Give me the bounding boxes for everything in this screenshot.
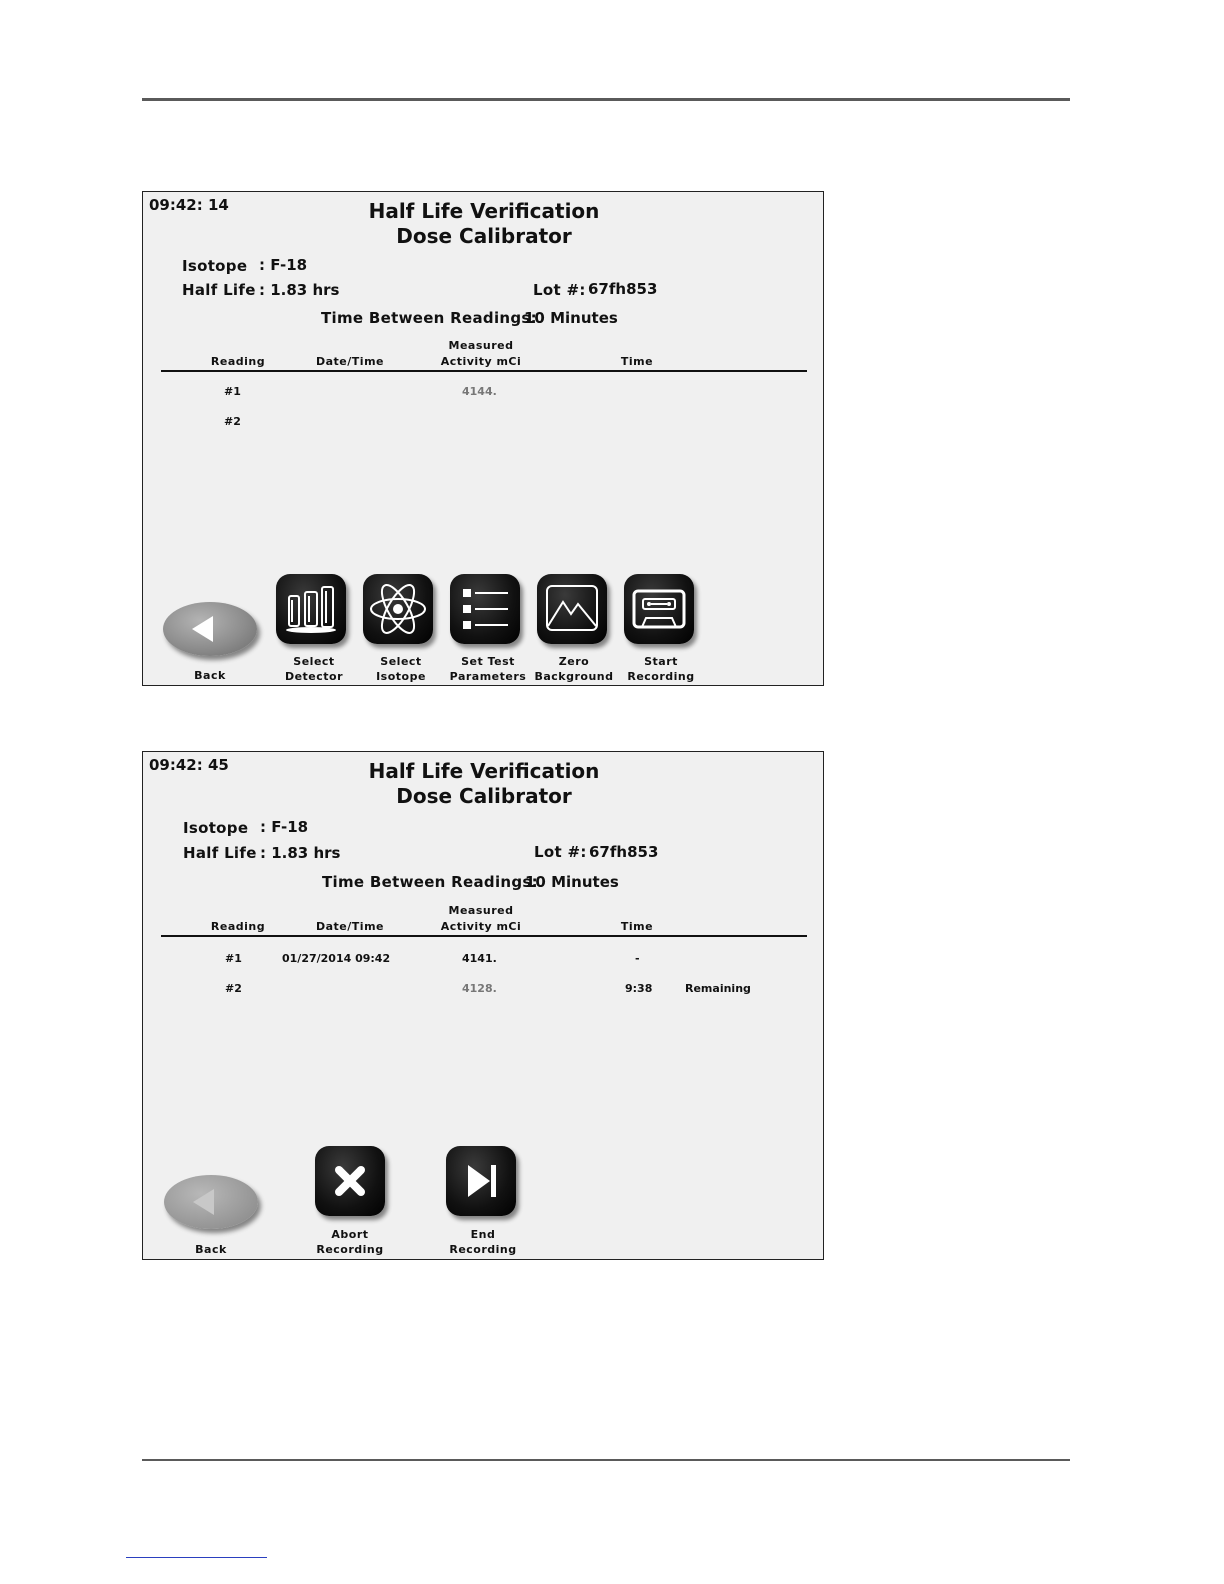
col-header-datetime: Date/Time [316, 355, 384, 368]
lot-value: 67fh853 [588, 280, 658, 298]
back-button[interactable] [164, 1175, 258, 1229]
row-2-time: 9:38 [625, 982, 653, 995]
atom-icon [363, 574, 433, 644]
row-1-time: - [635, 952, 640, 965]
select-detector-label: Select Detector [284, 655, 344, 683]
row-1-activity: 4141. [462, 952, 497, 965]
abort-recording-label: Abort Recording [316, 1228, 384, 1256]
back-label: Back [195, 1243, 227, 1256]
set-test-parameters-label: Set Test Parameters [449, 655, 527, 683]
end-recording-label: End Recording [449, 1228, 517, 1256]
col-header-datetime: Date/Time [316, 920, 384, 933]
page-title: Half Life Verification [368, 199, 600, 223]
col-header-activity: Activity mCi [440, 920, 522, 933]
time-between-value: 10 Minutes [525, 873, 619, 891]
time-between-value: 10 Minutes [524, 309, 618, 327]
select-isotope-button[interactable] [363, 574, 433, 644]
isotope-label: Isotope [183, 819, 249, 837]
detector-tubes-icon [276, 574, 346, 644]
screen-recording [142, 751, 824, 1260]
clock: 09:42: 14 [149, 196, 229, 214]
back-button[interactable] [163, 602, 257, 656]
row-2-remaining-note: Remaining [685, 982, 751, 995]
select-isotope-label: Select Isotope [376, 655, 426, 683]
select-detector-button[interactable] [276, 574, 346, 644]
col-header-time: Time [620, 355, 654, 368]
clock: 09:42: 45 [149, 756, 229, 774]
half-life-label: Half Life [182, 281, 256, 299]
footer-rule [142, 1459, 1070, 1461]
isotope-value: : F-18 [259, 256, 308, 274]
row-1-reading: #1 [224, 385, 241, 398]
page-subtitle: Dose Calibrator [396, 224, 572, 248]
skip-to-end-icon [446, 1146, 516, 1216]
screen-setup [142, 191, 824, 686]
checklist-icon [450, 574, 520, 644]
zero-background-label: Zero Background [534, 655, 614, 683]
time-between-label: Time Between Readings: [322, 873, 538, 891]
row-1-reading: #1 [225, 952, 242, 965]
col-header-activity: Activity mCi [440, 355, 522, 368]
col-header-measured: Measured [448, 339, 514, 352]
header-rule [142, 98, 1070, 101]
close-x-icon [315, 1146, 385, 1216]
back-label: Back [194, 669, 226, 682]
isotope-label: Isotope [182, 257, 248, 275]
left-arrow-icon [164, 1175, 258, 1229]
footer-link-underline [126, 1557, 267, 1558]
row-2-activity: 4128. [462, 982, 497, 995]
isotope-value: : F-18 [260, 818, 309, 836]
row-2-reading: #2 [225, 982, 242, 995]
left-arrow-icon [163, 602, 257, 656]
lot-label: Lot #: [534, 843, 587, 861]
half-life-value: : 1.83 hrs [260, 844, 341, 862]
row-2-reading: #2 [224, 415, 241, 428]
cassette-tape-icon [624, 574, 694, 644]
time-between-label: Time Between Readings: [321, 309, 537, 327]
lot-value: 67fh853 [589, 843, 659, 861]
half-life-label: Half Life [183, 844, 257, 862]
row-1-activity: 4144. [462, 385, 497, 398]
col-header-measured: Measured [448, 904, 514, 917]
col-header-time: Time [620, 920, 654, 933]
abort-recording-button[interactable] [315, 1146, 385, 1216]
page-subtitle: Dose Calibrator [396, 784, 572, 808]
end-recording-button[interactable] [446, 1146, 516, 1216]
lot-label: Lot #: [533, 281, 586, 299]
start-recording-label: Start Recording [627, 655, 695, 683]
start-recording-button[interactable] [624, 574, 694, 644]
set-test-parameters-button[interactable] [450, 574, 520, 644]
col-header-reading: Reading [210, 920, 266, 933]
half-life-value: : 1.83 hrs [259, 281, 340, 299]
page-title: Half Life Verification [368, 759, 600, 783]
table-divider [161, 370, 807, 372]
mountain-landscape-icon [537, 574, 607, 644]
row-1-datetime: 01/27/2014 09:42 [282, 952, 391, 965]
col-header-reading: Reading [210, 355, 266, 368]
zero-background-button[interactable] [537, 574, 607, 644]
table-divider [161, 935, 807, 937]
